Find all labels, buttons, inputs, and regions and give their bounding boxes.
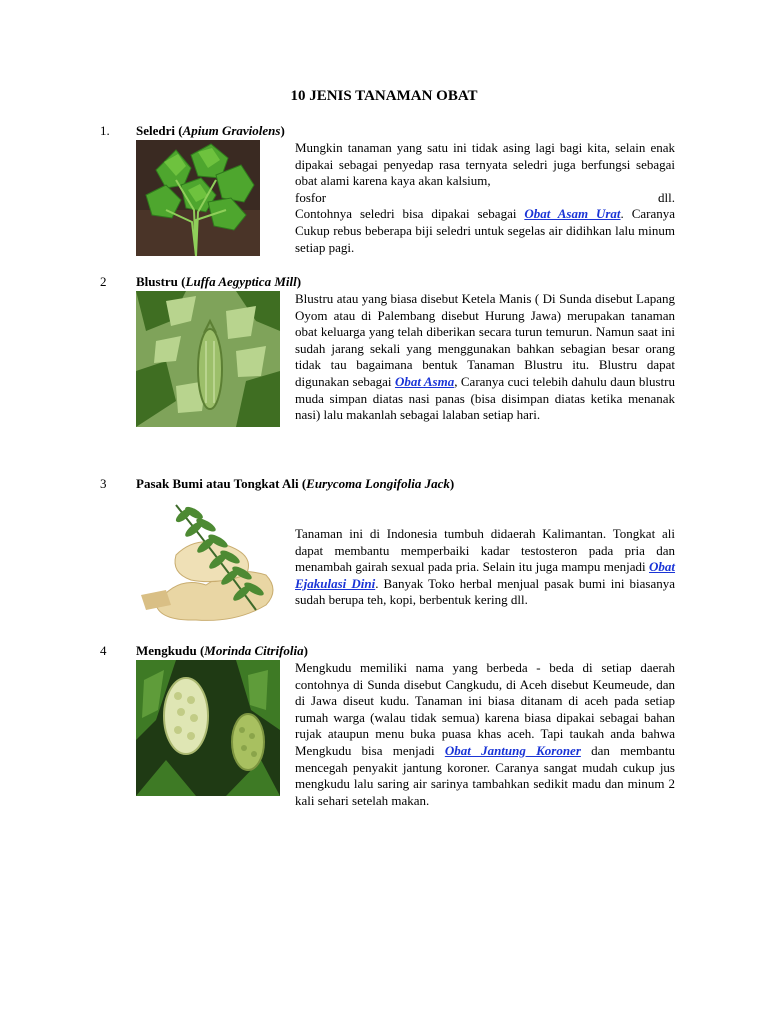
latin-name: Eurycoma Longifolia Jack: [306, 476, 450, 491]
item-description: [295, 291, 675, 424]
obat-jantung-koroner-link[interactable]: Obat Jantung Koroner: [444, 742, 581, 758]
item-number: 3: [100, 476, 107, 491]
pasak-bumi-photo: [136, 495, 280, 627]
item-number: 4: [100, 643, 107, 658]
description-text: Blustru atau yang biasa disebut Ketela Manis ( Di Sunda disebut Lapang Oyom atau di Palembang disebut Hurung Jawa) merupakan tanaman obat keluarga yang telah diberikan secara turun temurun. Namun saat ini sudah jarang sekali yang menggunakan bahkan sebagian besar orang tidak tau bagaimana bentuk Tanaman Blustru itu. Blustru dapat digunakan sebagai: [295, 291, 675, 389]
plant-name: Seledri: [136, 123, 175, 138]
obat-asam-urat-link[interactable]: Obat Asam Urat: [524, 206, 621, 222]
plant-name: Blustru: [136, 274, 178, 289]
description-text: Mengkudu memiliki nama yang berbeda - beda di setiap daerah contohnya di Sunda disebut Cangkudu, di Aceh disebut Keumeude, dan di Jawa diseut kudu. Tanaman ini biasa ditanam di aceh pada setiap rumah warga (walau tidak semua) karena biasa dipakai sebagai bahan rujak ataupun menu buka puasa khas aceh. Tapi taukah anda bahwa Mengkudu bisa menjadi: [295, 660, 675, 758]
latin-name: Morinda Citrifolia: [204, 643, 304, 658]
item-heading: Blustru (Luffa Aegyptica Mill): [136, 274, 302, 289]
obat-ejakulasi-dini-link[interactable]: Obat Ejakulasi Dini: [295, 559, 676, 591]
plant-name: Mengkudu: [136, 643, 197, 658]
description-line: [295, 190, 675, 207]
mengkudu-photo: [136, 660, 280, 796]
description-text: Mungkin tanaman yang satu ini tidak asing lagi bagi kita, selain enak dipakai sebagai penyedap rasa ternyata seledri juga berfungsi sebagai obat alami karena kaya akan kalsium,: [295, 140, 675, 189]
item-heading: Pasak Bumi atau Tongkat Ali (Eurycoma Longifolia Jack): [136, 476, 455, 491]
description-text: fosfor: [295, 189, 327, 205]
page-title: 10 JENIS TANAMAN OBAT: [290, 88, 478, 104]
description-text: Tanaman ini di Indonesia tumbuh didaerah Kalimantan. Tongkat ali dapat membantu memperbaiki kadar testosteron pada pria dan menambah gairah sexual pada pria. Selain itu juga mampu menjadi: [295, 526, 675, 575]
item-heading: Seledri (Apium Graviolens): [136, 123, 285, 138]
description-text: Contohnya seledri bisa dipakai sebagai: [295, 206, 517, 222]
item-description: [295, 140, 675, 256]
description-text: dan membantu mencegah penyakit jantung koroner. Caranya sangat mudah cukup jus mengkudu lalu saring air sarinya tambahkan sedikit madu dan minum 2 kali sehari setelah makan.: [295, 742, 675, 808]
latin-name: Apium Graviolens: [182, 123, 281, 138]
description-text: dll.: [658, 189, 675, 205]
description-text: . Banyak Toko herbal menjual pasak bumi ini biasanya sudah berupa teh, kopi, berbentuk kering dll.: [295, 575, 675, 608]
plant-name: Pasak Bumi atau Tongkat Ali: [136, 476, 299, 491]
item-number: 1.: [100, 123, 110, 138]
item-number: 2: [100, 274, 107, 289]
seledri-photo: [136, 140, 260, 256]
item-heading: Mengkudu (Morinda Citrifolia): [136, 643, 308, 658]
latin-name: Luffa Aegyptica Mill: [185, 274, 297, 289]
description-text: , Caranya cuci telebih dahulu daun blustru muda simpan diatas nasi panas (bisa disimpan diatas ketika menanak nasi) lalu makanlah sebagai lalaban setiap hari.: [295, 373, 675, 423]
item-description: [295, 660, 675, 809]
item-description: [295, 526, 675, 609]
description-text: . Caranya Cukup rebus beberapa biji seledri untuk segelas air didihkan lalu minum setiap pagi.: [295, 206, 675, 255]
obat-asma-link[interactable]: Obat Asma: [394, 373, 455, 389]
blustru-photo: [136, 291, 280, 427]
